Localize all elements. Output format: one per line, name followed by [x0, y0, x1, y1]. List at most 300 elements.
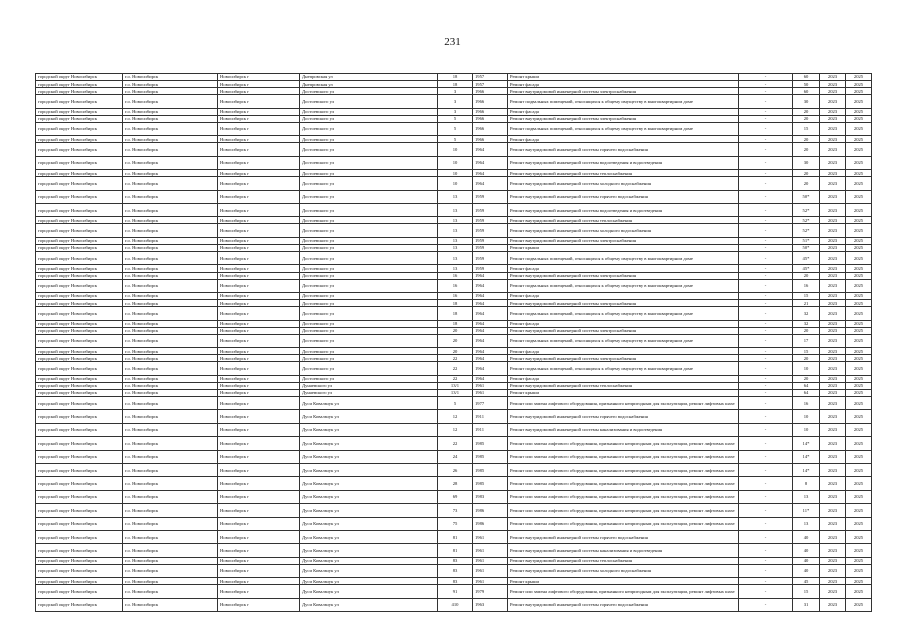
- cell-value: 40: [793, 530, 820, 543]
- cell-city: Новосибирск г: [218, 348, 300, 355]
- cell-year-end: 2025: [846, 490, 872, 503]
- cell-dash: -: [739, 279, 793, 292]
- cell-value: 21: [793, 300, 820, 307]
- cell-house-number: 12: [438, 410, 473, 423]
- cell-value: 31: [793, 598, 820, 611]
- cell-year-end: 2025: [846, 115, 872, 122]
- cell-city: Новосибирск г: [218, 252, 300, 265]
- cell-build-year: 1961: [473, 544, 508, 557]
- cell-house-number: 83: [438, 557, 473, 564]
- cell-dash: -: [739, 204, 793, 217]
- cell-year-start: 2023: [820, 237, 846, 244]
- table-body: [36, 74, 872, 612]
- cell-build-year: 1964: [473, 143, 508, 156]
- table-row: [36, 108, 872, 115]
- cell-work-type: Ремонт или замена лифтового оборудования, признанного непригодным для эксплуатации, ремонт лифтовых шахт: [508, 450, 739, 463]
- cell-year-end: 2025: [846, 156, 872, 169]
- table-row: [36, 544, 872, 557]
- cell-build-year: 1964: [473, 334, 508, 347]
- cell-value: 20: [793, 115, 820, 122]
- cell-street: Дуси Ковальчук ул: [300, 557, 438, 564]
- cell-value: 51*: [793, 237, 820, 244]
- table-row: [36, 244, 872, 251]
- cell-value: 40: [793, 564, 820, 577]
- cell-dash: -: [739, 115, 793, 122]
- cell-work-type: Ремонт или замена лифтового оборудования, признанного непригодным для эксплуатации, ремонт лифтовых шахт: [508, 477, 739, 490]
- cell-work-type: Ремонт внутридомовой инженерной системы теплоснабжения: [508, 170, 739, 177]
- cell-build-year: 1966: [473, 115, 508, 122]
- cell-build-year: 1961: [473, 557, 508, 564]
- cell-district: г.о. Новосибирск: [123, 300, 218, 307]
- cell-city: Новосибирск г: [218, 585, 300, 598]
- cell-year-start: 2023: [820, 389, 846, 396]
- cell-year-end: 2025: [846, 557, 872, 564]
- cell-year-end: 2025: [846, 355, 872, 362]
- cell-work-type: Ремонт внутридомовой инженерной системы электроснабжения: [508, 272, 739, 279]
- cell-year-end: 2025: [846, 397, 872, 410]
- cell-city: Новосибирск г: [218, 334, 300, 347]
- cell-city: Новосибирск г: [218, 410, 300, 423]
- cell-build-year: 1985: [473, 450, 508, 463]
- cell-house-number: 18: [438, 74, 473, 81]
- cell-build-year: 1966: [473, 136, 508, 143]
- cell-dash: -: [739, 217, 793, 224]
- cell-district: г.о. Новосибирск: [123, 320, 218, 327]
- table-row: [36, 170, 872, 177]
- cell-year-end: 2025: [846, 544, 872, 557]
- cell-work-type: Ремонт внутридомовой инженерной системы водоотведения и водоотведения: [508, 156, 739, 169]
- cell-house-number: 24: [438, 450, 473, 463]
- cell-work-type: Ремонт внутридомовой инженерной системы горячего водоснабжения: [508, 530, 739, 543]
- cell-district: г.о. Новосибирск: [123, 170, 218, 177]
- cell-city: Новосибирск г: [218, 578, 300, 585]
- cell-street: Дуси Ковальчук ул: [300, 490, 438, 503]
- cell-dash: -: [739, 598, 793, 611]
- cell-build-year: 1961: [473, 389, 508, 396]
- cell-municipality: городской округ Новосибирск: [36, 490, 123, 503]
- table-row: [36, 334, 872, 347]
- cell-street: Достоевского ул: [300, 334, 438, 347]
- cell-municipality: городской округ Новосибирск: [36, 320, 123, 327]
- cell-build-year: 1985: [473, 464, 508, 477]
- table-row: [36, 177, 872, 190]
- cell-district: г.о. Новосибирск: [123, 244, 218, 251]
- cell-dash: -: [739, 170, 793, 177]
- cell-house-number: 26: [438, 464, 473, 477]
- cell-value: 45*: [793, 252, 820, 265]
- table-row: [36, 564, 872, 577]
- cell-municipality: городской округ Новосибирск: [36, 504, 123, 517]
- cell-municipality: городской округ Новосибирск: [36, 272, 123, 279]
- cell-work-type: Ремонт или замена лифтового оборудования, признанного непригодным для эксплуатации, ремонт лифтовых шахт: [508, 490, 739, 503]
- cell-value: 15: [793, 585, 820, 598]
- cell-year-end: 2025: [846, 437, 872, 450]
- cell-municipality: городской округ Новосибирск: [36, 477, 123, 490]
- cell-street: Достоевского ул: [300, 122, 438, 135]
- cell-district: г.о. Новосибирск: [123, 362, 218, 375]
- cell-municipality: городской округ Новосибирск: [36, 190, 123, 203]
- cell-build-year: 1959: [473, 252, 508, 265]
- cell-dash: -: [739, 224, 793, 237]
- cell-year-end: 2025: [846, 450, 872, 463]
- cell-district: г.о. Новосибирск: [123, 544, 218, 557]
- cell-year-start: 2023: [820, 490, 846, 503]
- cell-value: 45: [793, 578, 820, 585]
- cell-work-type: Ремонт внутридомовой инженерной системы электроснабжения: [508, 355, 739, 362]
- cell-street: Дуси Ковальчук ул: [300, 530, 438, 543]
- cell-house-number: 22: [438, 375, 473, 382]
- table-row: [36, 136, 872, 143]
- cell-year-start: 2023: [820, 450, 846, 463]
- cell-year-start: 2023: [820, 530, 846, 543]
- cell-work-type: Ремонт фасада: [508, 81, 739, 88]
- cell-year-end: 2025: [846, 204, 872, 217]
- cell-build-year: 1964: [473, 355, 508, 362]
- cell-work-type: Ремонт подвальных помещений, относящихся к общему имуществу в многоквартирном доме: [508, 334, 739, 347]
- cell-street: Дуси Ковальчук ул: [300, 564, 438, 577]
- cell-year-end: 2025: [846, 190, 872, 203]
- cell-build-year: 1961: [473, 578, 508, 585]
- cell-year-end: 2025: [846, 244, 872, 251]
- cell-city: Новосибирск г: [218, 598, 300, 611]
- cell-dash: -: [739, 237, 793, 244]
- cell-year-start: 2023: [820, 348, 846, 355]
- cell-house-number: 73: [438, 504, 473, 517]
- cell-house-number: 13: [438, 244, 473, 251]
- cell-work-type: Ремонт внутридомовой инженерной системы водоотведения и водоотведения: [508, 204, 739, 217]
- cell-street: Достоевского ул: [300, 136, 438, 143]
- cell-district: г.о. Новосибирск: [123, 557, 218, 564]
- cell-district: г.о. Новосибирск: [123, 397, 218, 410]
- cell-work-type: Ремонт внутридомовой инженерной системы горячего водоснабжения: [508, 598, 739, 611]
- cell-street: Достоевского ул: [300, 307, 438, 320]
- cell-dash: -: [739, 81, 793, 88]
- cell-street: Дуси Ковальчук ул: [300, 504, 438, 517]
- cell-year-start: 2023: [820, 272, 846, 279]
- cell-house-number: 13: [438, 265, 473, 272]
- cell-year-end: 2025: [846, 327, 872, 334]
- cell-year-start: 2023: [820, 307, 846, 320]
- cell-district: г.о. Новосибирск: [123, 115, 218, 122]
- cell-house-number: 13: [438, 190, 473, 203]
- cell-street: Достоевского ул: [300, 190, 438, 203]
- cell-year-end: 2025: [846, 95, 872, 108]
- cell-year-end: 2025: [846, 265, 872, 272]
- table-row: [36, 224, 872, 237]
- cell-city: Новосибирск г: [218, 217, 300, 224]
- cell-year-start: 2023: [820, 320, 846, 327]
- cell-work-type: Ремонт внутридомовой инженерной системы теплоснабжения: [508, 217, 739, 224]
- cell-house-number: 10: [438, 156, 473, 169]
- cell-year-end: 2025: [846, 410, 872, 423]
- cell-district: г.о. Новосибирск: [123, 136, 218, 143]
- cell-dash: -: [739, 375, 793, 382]
- cell-municipality: городской округ Новосибирск: [36, 375, 123, 382]
- cell-dash: -: [739, 410, 793, 423]
- cell-work-type: Ремонт внутридомовой инженерной системы горячего водоснабжения: [508, 410, 739, 423]
- cell-year-end: 2025: [846, 389, 872, 396]
- cell-city: Новосибирск г: [218, 265, 300, 272]
- cell-district: г.о. Новосибирск: [123, 204, 218, 217]
- cell-year-start: 2023: [820, 598, 846, 611]
- cell-municipality: городской округ Новосибирск: [36, 108, 123, 115]
- cell-district: г.о. Новосибирск: [123, 217, 218, 224]
- table-row: [36, 410, 872, 423]
- cell-street: Дуси Ковальчук ул: [300, 450, 438, 463]
- cell-district: г.о. Новосибирск: [123, 564, 218, 577]
- table-row: [36, 389, 872, 396]
- cell-work-type: Ремонт крыши: [508, 244, 739, 251]
- cell-year-start: 2023: [820, 334, 846, 347]
- cell-street: Дуси Ковальчук ул: [300, 544, 438, 557]
- table-row: [36, 355, 872, 362]
- cell-house-number: 28: [438, 477, 473, 490]
- cell-house-number: 5: [438, 136, 473, 143]
- cell-value: 40: [793, 557, 820, 564]
- cell-build-year: 1966: [473, 108, 508, 115]
- cell-municipality: городской округ Новосибирск: [36, 115, 123, 122]
- cell-build-year: 1964: [473, 170, 508, 177]
- cell-year-start: 2023: [820, 477, 846, 490]
- cell-value: 40: [793, 544, 820, 557]
- cell-dash: -: [739, 244, 793, 251]
- cell-district: г.о. Новосибирск: [123, 252, 218, 265]
- cell-municipality: городской округ Новосибирск: [36, 81, 123, 88]
- cell-dash: -: [739, 450, 793, 463]
- cell-dash: -: [739, 557, 793, 564]
- cell-year-end: 2025: [846, 564, 872, 577]
- cell-district: г.о. Новосибирск: [123, 143, 218, 156]
- table-row: [36, 423, 872, 436]
- cell-district: г.о. Новосибирск: [123, 389, 218, 396]
- cell-city: Новосибирск г: [218, 237, 300, 244]
- cell-municipality: городской округ Новосибирск: [36, 279, 123, 292]
- cell-city: Новосибирск г: [218, 272, 300, 279]
- cell-municipality: городской округ Новосибирск: [36, 204, 123, 217]
- cell-house-number: 83: [438, 578, 473, 585]
- cell-house-number: 16: [438, 279, 473, 292]
- cell-district: г.о. Новосибирск: [123, 450, 218, 463]
- cell-year-end: 2025: [846, 348, 872, 355]
- cell-street: Достоевского ул: [300, 348, 438, 355]
- cell-municipality: городской округ Новосибирск: [36, 348, 123, 355]
- cell-work-type: Ремонт фасада: [508, 108, 739, 115]
- cell-value: 20: [793, 272, 820, 279]
- table-row: [36, 504, 872, 517]
- cell-house-number: 83: [438, 564, 473, 577]
- cell-district: г.о. Новосибирск: [123, 437, 218, 450]
- cell-year-end: 2025: [846, 136, 872, 143]
- cell-value: 20: [793, 108, 820, 115]
- cell-municipality: городской округ Новосибирск: [36, 410, 123, 423]
- cell-district: г.о. Новосибирск: [123, 81, 218, 88]
- cell-street: Достоевского ул: [300, 237, 438, 244]
- cell-district: г.о. Новосибирск: [123, 585, 218, 598]
- cell-house-number: 13: [438, 204, 473, 217]
- cell-year-start: 2023: [820, 564, 846, 577]
- cell-city: Новосибирск г: [218, 244, 300, 251]
- cell-street: Достоевского ул: [300, 265, 438, 272]
- cell-year-start: 2023: [820, 423, 846, 436]
- table-row: [36, 74, 872, 81]
- cell-city: Новосибирск г: [218, 564, 300, 577]
- cell-dash: -: [739, 327, 793, 334]
- cell-house-number: 22: [438, 355, 473, 362]
- cell-street: Дуси Ковальчук ул: [300, 423, 438, 436]
- cell-district: г.о. Новосибирск: [123, 334, 218, 347]
- cell-dash: -: [739, 334, 793, 347]
- cell-work-type: Ремонт крыши: [508, 389, 739, 396]
- cell-year-start: 2023: [820, 464, 846, 477]
- cell-work-type: Ремонт внутридомовой инженерной системы горячего водоснабжения: [508, 143, 739, 156]
- table-row: [36, 81, 872, 88]
- cell-value: 14*: [793, 450, 820, 463]
- cell-municipality: городской округ Новосибирск: [36, 88, 123, 95]
- cell-house-number: 22: [438, 437, 473, 450]
- cell-street: Дуси Ковальчук ул: [300, 477, 438, 490]
- cell-street: Достоевского ул: [300, 362, 438, 375]
- cell-street: Дуси Ковальчук ул: [300, 578, 438, 585]
- cell-street: Достоевского ул: [300, 95, 438, 108]
- cell-value: 50: [793, 81, 820, 88]
- cell-value: 16: [793, 397, 820, 410]
- cell-city: Новосибирск г: [218, 362, 300, 375]
- cell-year-end: 2025: [846, 143, 872, 156]
- cell-street: Достоевского ул: [300, 375, 438, 382]
- cell-municipality: городской округ Новосибирск: [36, 327, 123, 334]
- cell-house-number: 13: [438, 237, 473, 244]
- cell-value: 10: [793, 362, 820, 375]
- table-row: [36, 397, 872, 410]
- cell-year-end: 2025: [846, 170, 872, 177]
- cell-street: Достоевского ул: [300, 143, 438, 156]
- cell-dash: -: [739, 382, 793, 389]
- cell-build-year: 1911: [473, 410, 508, 423]
- cell-year-end: 2025: [846, 300, 872, 307]
- cell-work-type: Ремонт внутридомовой инженерной системы теплоснабжения: [508, 557, 739, 564]
- cell-build-year: 1964: [473, 279, 508, 292]
- cell-work-type: Ремонт внутридомовой инженерной системы холодного водоснабжения: [508, 224, 739, 237]
- cell-year-start: 2023: [820, 544, 846, 557]
- cell-work-type: Ремонт или замена лифтового оборудования, признанного непригодным для эксплуатации, ремонт лифтовых шахт: [508, 504, 739, 517]
- cell-work-type: Ремонт или замена лифтового оборудования, признанного непригодным для эксплуатации, ремонт лифтовых шахт: [508, 437, 739, 450]
- cell-street: Достоевского ул: [300, 293, 438, 300]
- table-row: [36, 375, 872, 382]
- table-row: [36, 598, 872, 611]
- cell-year-start: 2023: [820, 170, 846, 177]
- cell-dash: -: [739, 490, 793, 503]
- cell-municipality: городской округ Новосибирск: [36, 244, 123, 251]
- cell-value: 45*: [793, 265, 820, 272]
- cell-year-start: 2023: [820, 204, 846, 217]
- cell-city: Новосибирск г: [218, 122, 300, 135]
- cell-city: Новосибирск г: [218, 204, 300, 217]
- cell-street: Достоевского ул: [300, 272, 438, 279]
- table-row: [36, 464, 872, 477]
- cell-year-end: 2025: [846, 382, 872, 389]
- cell-house-number: 91: [438, 585, 473, 598]
- cell-build-year: 1985: [473, 437, 508, 450]
- cell-year-start: 2023: [820, 252, 846, 265]
- cell-house-number: 75: [438, 517, 473, 530]
- cell-value: 11*: [793, 504, 820, 517]
- cell-dash: -: [739, 477, 793, 490]
- cell-year-end: 2025: [846, 224, 872, 237]
- cell-house-number: 69: [438, 490, 473, 503]
- cell-year-start: 2023: [820, 300, 846, 307]
- cell-dash: -: [739, 585, 793, 598]
- cell-dash: -: [739, 108, 793, 115]
- cell-street: Достоевского ул: [300, 300, 438, 307]
- table-row: [36, 122, 872, 135]
- cell-build-year: 1966: [473, 122, 508, 135]
- cell-house-number: 5: [438, 115, 473, 122]
- cell-house-number: 18: [438, 81, 473, 88]
- cell-year-start: 2023: [820, 557, 846, 564]
- cell-dash: -: [739, 95, 793, 108]
- cell-city: Новосибирск г: [218, 136, 300, 143]
- cell-build-year: 1964: [473, 293, 508, 300]
- cell-work-type: Ремонт внутридомовой инженерной системы электроснабжения: [508, 237, 739, 244]
- cell-year-end: 2025: [846, 320, 872, 327]
- cell-build-year: 1964: [473, 348, 508, 355]
- cell-work-type: Ремонт или замена лифтового оборудования, признанного непригодным для эксплуатации, ремонт лифтовых шахт: [508, 517, 739, 530]
- cell-year-start: 2023: [820, 410, 846, 423]
- cell-house-number: 20: [438, 348, 473, 355]
- cell-dash: -: [739, 578, 793, 585]
- cell-value: 50*: [793, 244, 820, 251]
- cell-work-type: Ремонт или замена лифтового оборудования, признанного непригодным для эксплуатации, ремонт лифтовых шахт: [508, 464, 739, 477]
- cell-dash: -: [739, 88, 793, 95]
- cell-street: Дунаевского ул: [300, 382, 438, 389]
- cell-dash: -: [739, 143, 793, 156]
- cell-year-end: 2025: [846, 578, 872, 585]
- cell-work-type: Ремонт или замена лифтового оборудования, признанного непригодным для эксплуатации, ремонт лифтовых шахт: [508, 585, 739, 598]
- cell-work-type: Ремонт внутридомовой инженерной системы электроснабжения: [508, 115, 739, 122]
- table-row: [36, 293, 872, 300]
- cell-city: Новосибирск г: [218, 190, 300, 203]
- cell-district: г.о. Новосибирск: [123, 177, 218, 190]
- cell-district: г.о. Новосибирск: [123, 530, 218, 543]
- cell-district: г.о. Новосибирск: [123, 88, 218, 95]
- cell-year-start: 2023: [820, 585, 846, 598]
- cell-district: г.о. Новосибирск: [123, 265, 218, 272]
- cell-house-number: 18: [438, 320, 473, 327]
- cell-city: Новосибирск г: [218, 389, 300, 396]
- cell-year-end: 2025: [846, 504, 872, 517]
- table-row: [36, 95, 872, 108]
- cell-district: г.о. Новосибирск: [123, 477, 218, 490]
- cell-street: Достоевского ул: [300, 355, 438, 362]
- cell-dash: -: [739, 156, 793, 169]
- cell-build-year: 1964: [473, 272, 508, 279]
- cell-municipality: городской округ Новосибирск: [36, 530, 123, 543]
- cell-district: г.о. Новосибирск: [123, 95, 218, 108]
- cell-city: Новосибирск г: [218, 115, 300, 122]
- cell-district: г.о. Новосибирск: [123, 307, 218, 320]
- cell-municipality: городской округ Новосибирск: [36, 389, 123, 396]
- cell-district: г.о. Новосибирск: [123, 504, 218, 517]
- cell-street: Достоевского ул: [300, 204, 438, 217]
- cell-build-year: 1961: [473, 382, 508, 389]
- cell-build-year: 1964: [473, 307, 508, 320]
- cell-build-year: 1986: [473, 517, 508, 530]
- cell-municipality: городской округ Новосибирск: [36, 122, 123, 135]
- table-row: [36, 348, 872, 355]
- cell-street: Достоевского ул: [300, 244, 438, 251]
- table-row: [36, 362, 872, 375]
- cell-year-start: 2023: [820, 375, 846, 382]
